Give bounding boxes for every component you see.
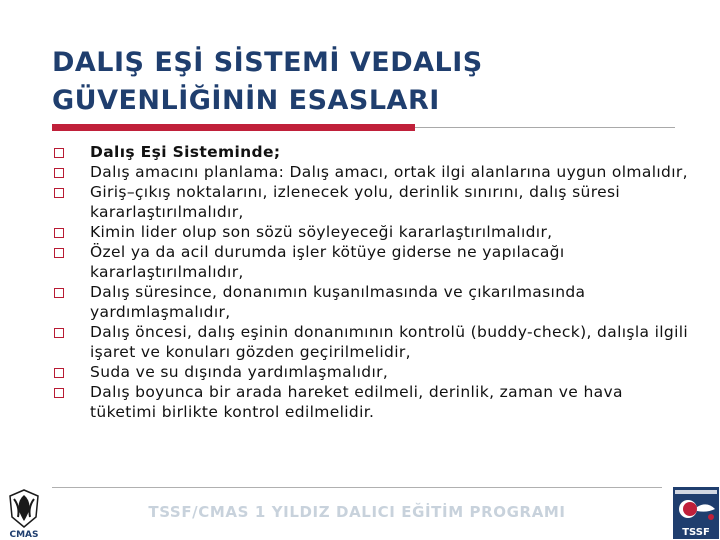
list-item [52,322,692,362]
list-item-text: Suda ve su dışında yardımlaşmalıdır, [90,363,389,381]
tssf-logo-text: TSSF [682,527,710,538]
title-line-2: GÜVENLİĞİNİN ESASLARI [52,85,440,116]
list-item [52,142,692,162]
title-accent-bar [52,124,415,131]
list-item-text: Dalış boyunca bir arada hareket edilmeli, derinlik, zaman ve hava tüketimi birlikte kontrol edilmelidir. [90,383,623,421]
hollow-square-icon [54,248,64,258]
list-item-text: Giriş–çıkış noktalarını, izlenecek yolu, derinlik sınırını, dalış süresi kararlaştırılmalıdır, [90,183,621,221]
title-line-1: DALIŞ EŞİ SİSTEMİ VEDALIŞ [52,47,483,78]
list-item-text: Dalış öncesi, dalış eşinin donanımının kontrolü (buddy-check), dalışla ilgili işaret ve konuları gözden geçirilmelidir, [90,323,689,361]
slide-title [52,44,692,120]
footer-divider-line [52,487,662,488]
list-item [52,222,692,242]
hollow-square-icon [54,368,64,378]
list-item [52,242,692,282]
hollow-square-icon [54,388,64,398]
title-divider-line [415,127,675,128]
list-item-text: Dalış süresince, donanımın kuşanılmasında ve çıkarılmasında yardımlaşmalıdır, [90,283,586,321]
hollow-square-icon [54,228,64,238]
list-item [52,362,692,382]
footer-text: TSSF/CMAS 1 YILDIZ DALICI EĞİTİM PROGRAMI [148,503,566,521]
list-item [52,282,692,322]
hollow-square-icon [54,168,64,178]
list-item-text: Dalış amacını planlama: Dalış amacı, ortak ilgi alanlarına uygun olmalıdır, [90,163,688,181]
list-item [52,162,692,182]
cmas-logo-text: CMAS [9,530,39,539]
hollow-square-icon [54,188,64,198]
list-item-text: Özel ya da acil durumda işler kötüye giderse ne yapılacağı kararlaştırılmalıdır, [90,243,565,281]
tssf-logo [673,487,719,539]
hollow-square-icon [54,328,64,338]
hollow-square-icon [54,288,64,298]
list-item-text: Dalış Eşi Sisteminde; [90,143,281,161]
list-item [52,382,692,422]
bullet-list [52,142,692,422]
cmas-logo [4,487,44,539]
list-item-text: Kimin lider olup son sözü söyleyeceği kararlaştırılmalıdır, [90,223,553,241]
hollow-square-icon [54,148,64,158]
list-item [52,182,692,222]
